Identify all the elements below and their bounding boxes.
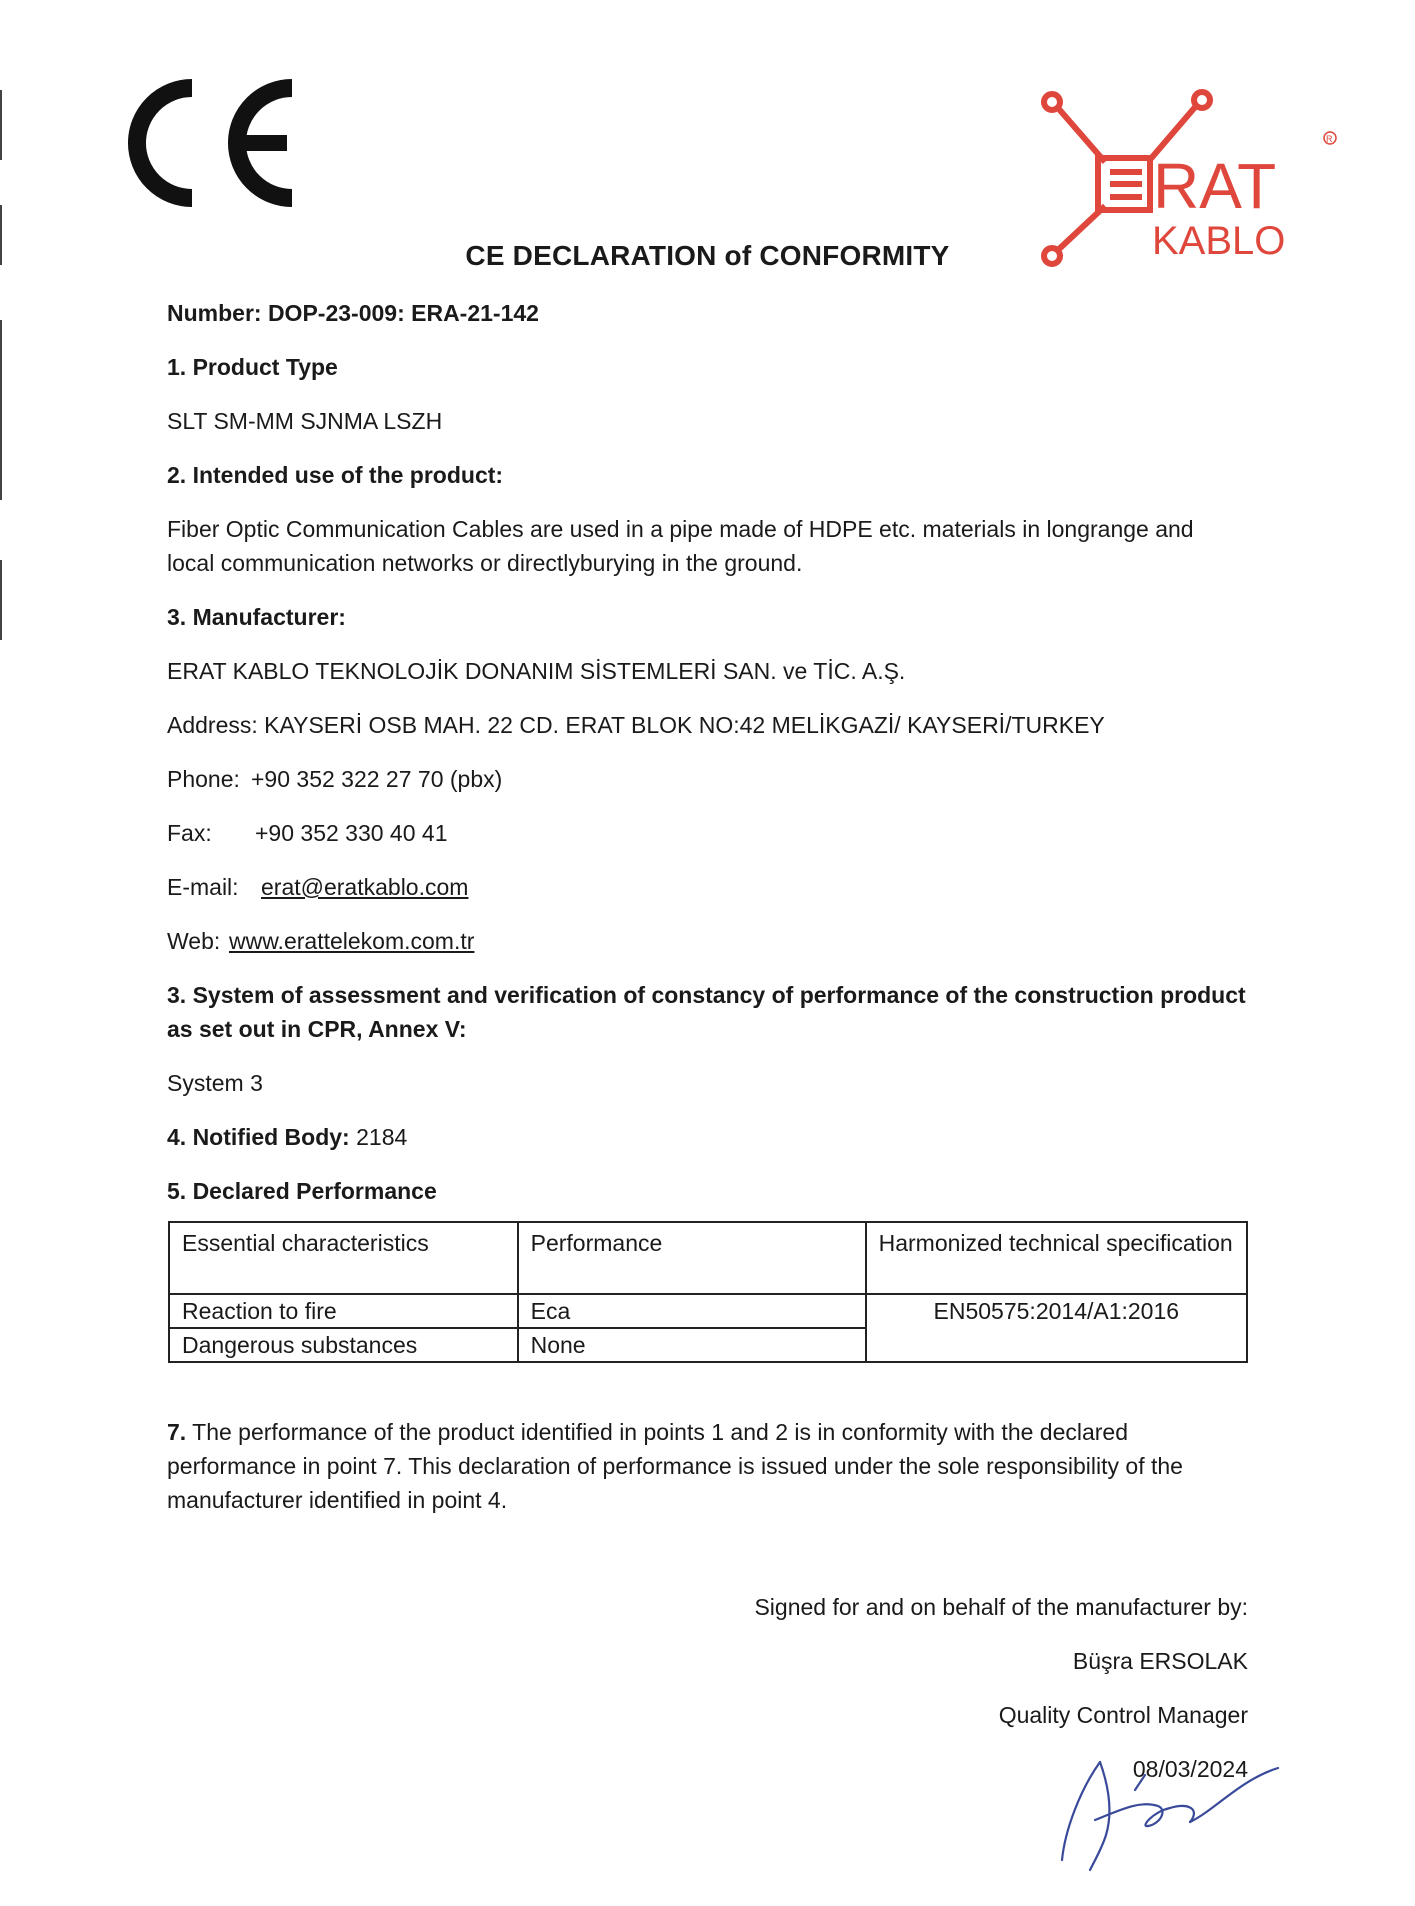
- web-row: [167, 924, 474, 958]
- signatory-name: Büşra ERSOLAK: [1072, 1648, 1248, 1674]
- scan-edge-line: [0, 320, 2, 500]
- intended-use-line: Fiber Optic Communication Cables are used in a pipe made of HDPE etc. materials in longrange and: [167, 516, 1194, 542]
- email-link[interactable]: erat@eratkablo.com: [261, 874, 469, 900]
- conformity-statement-line: manufacturer identified in point 4.: [167, 1487, 508, 1513]
- ce-mark-icon: [112, 78, 302, 208]
- document-title: CE DECLARATION of CONFORMITY: [465, 240, 950, 271]
- declaration-number: Number: DOP-23-009: ERA-21-142: [167, 300, 539, 326]
- conformity-statement-line: [167, 1415, 1128, 1449]
- signed-by-text: Signed for and on behalf of the manufacturer by:: [754, 1594, 1248, 1620]
- conformity-statement-number: 7.: [167, 1419, 187, 1445]
- table-cell: None: [518, 1328, 866, 1362]
- notified-body-heading: 4. Notified Body:: [167, 1124, 350, 1150]
- section-system-heading: 3. System of assessment and verification of constancy of performance of the construction product: [167, 982, 1246, 1008]
- conformity-statement-line: performance in point 7. This declaration of performance is issued under the sole responsibility of the: [167, 1453, 1183, 1479]
- intended-use-line: local communication networks or directlyburying in the ground.: [167, 550, 803, 576]
- table-cell: Reaction to fire: [169, 1294, 518, 1328]
- notified-body-value: 2184: [349, 1124, 408, 1150]
- manufacturer-company: ERAT KABLO TEKNOLOJİK DONANIM SİSTEMLERİ SAN. ve TİC. A.Ş.: [167, 658, 906, 684]
- manufacturer-address: Address: KAYSERİ OSB MAH. 22 CD. ERAT BLOK NO:42 MELİKGAZİ/ KAYSERİ/TURKEY: [167, 712, 1105, 738]
- web-link[interactable]: www.erattelekom.com.tr: [229, 928, 475, 954]
- section-intended-use-heading: 2. Intended use of the product:: [167, 462, 504, 488]
- fax-label: Fax:: [167, 820, 212, 846]
- web-label: Web:: [167, 928, 221, 954]
- fax-row: [167, 816, 448, 850]
- table-cell: Dangerous substances: [169, 1328, 518, 1362]
- scan-edge-line: [0, 90, 2, 160]
- section-declared-performance-heading: 5. Declared Performance: [167, 1178, 437, 1204]
- table-header-cell: Performance: [518, 1222, 866, 1294]
- table-header-row: [169, 1222, 1247, 1294]
- signatory-role: Quality Control Manager: [998, 1702, 1248, 1728]
- section-system-heading: as set out in CPR, Annex V:: [167, 1016, 467, 1042]
- notified-body-row: [167, 1120, 407, 1154]
- registered-mark: R: [1326, 134, 1333, 144]
- phone-value: +90 352 322 27 70 (pbx): [251, 766, 503, 792]
- section-product-type-heading: 1. Product Type: [167, 354, 338, 380]
- table-row: [169, 1294, 1247, 1328]
- fax-value: +90 352 330 40 41: [255, 820, 448, 846]
- logo-brand-subtext: KABLO: [1152, 219, 1286, 263]
- table-header-cell: Harmonized technical specification: [866, 1222, 1247, 1294]
- conformity-statement-text: The performance of the product identified in points 1 and 2 is in conformity with the declared: [186, 1419, 1129, 1445]
- table-header-cell: Essential characteristics: [169, 1222, 518, 1294]
- logo-brand-text: RAT: [1153, 150, 1277, 222]
- table-cell: EN50575:2014/A1:2016: [866, 1294, 1247, 1362]
- product-type-value: SLT SM-MM SJNMA LSZH: [167, 408, 443, 434]
- declared-performance-table: [168, 1221, 1248, 1363]
- system-value: System 3: [167, 1070, 263, 1096]
- signature-date: 08/03/2024: [1132, 1756, 1248, 1782]
- email-row: [167, 870, 468, 904]
- scan-edge-line: [0, 560, 2, 640]
- table-cell: Eca: [518, 1294, 866, 1328]
- section-manufacturer-heading: 3. Manufacturer:: [167, 604, 346, 630]
- phone-label: Phone:: [167, 766, 240, 792]
- handwritten-signature: [1040, 1740, 1280, 1880]
- email-label: E-mail:: [167, 874, 239, 900]
- phone-row: [167, 762, 502, 796]
